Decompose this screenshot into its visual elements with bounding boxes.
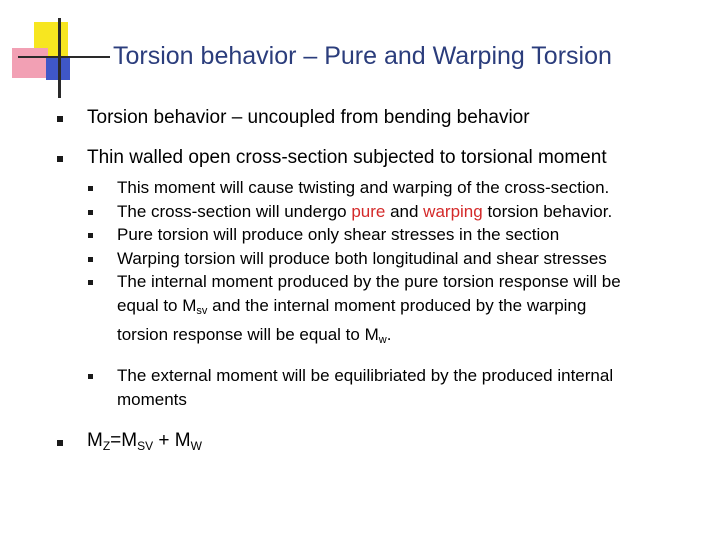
pure-highlight: pure [351,202,386,221]
sub-bullet-text: This moment will cause twisting and warping of the cross-section. [117,178,610,197]
logo-vertical-line [58,18,61,98]
text-line [117,323,621,353]
slide-logo [0,0,110,100]
sub-bullet-icon [88,257,93,262]
text-segment: The cross-section will undergo [117,202,352,221]
text-segment: equal to M [117,295,197,315]
text-segment: =M [110,430,138,451]
logo-pink-square [12,48,48,78]
slide-title: Torsion behavior – Pure and Warping Torsion [113,42,612,70]
sub-bullet-text [117,364,613,411]
text-segment: torsion behavior. [482,202,613,221]
subscript: w [378,334,387,346]
text-line: moments [117,389,187,409]
text-segment: M [87,430,103,451]
subscript: W [190,439,202,453]
bullet-text: Torsion behavior – uncoupled from bending behavior [87,107,530,128]
text-line: The internal moment produced by the pure torsion response will be [117,272,621,291]
text-line: The external moment will be equilibriated by the produced internal [117,366,614,385]
sub-bullet-text [117,200,612,224]
logo-horizontal-line [18,56,110,58]
bullet-text: Thin walled open cross-section subjected to torsional moment [87,147,607,168]
warping-highlight: warping [423,202,483,221]
sub-bullet-icon [88,233,93,238]
bullet-icon [57,116,63,122]
equation-text [87,430,202,453]
subscript: sv [196,304,208,317]
text-segment: + M [153,430,191,451]
sub-bullet-icon [88,280,93,285]
text-segment: torsion response will be equal to M [117,325,379,344]
subscript: SV [137,439,154,453]
sub-bullet-icon [88,186,93,191]
sub-bullet-text [117,270,621,353]
sub-bullet-text: Warping torsion will produce both longitudinal and shear stresses [117,249,607,268]
subscript: Z [102,439,111,453]
sub-bullet-icon [88,374,93,379]
bullet-icon [57,156,63,162]
text-segment: and the internal moment produced by the warping [207,295,587,315]
text-segment: and [385,202,424,221]
text-line [117,294,621,324]
text-segment: . [386,325,392,344]
bullet-icon [57,440,63,446]
sub-bullet-icon [88,210,93,215]
sub-bullet-text: Pure torsion will produce only shear stresses in the section [117,225,560,244]
